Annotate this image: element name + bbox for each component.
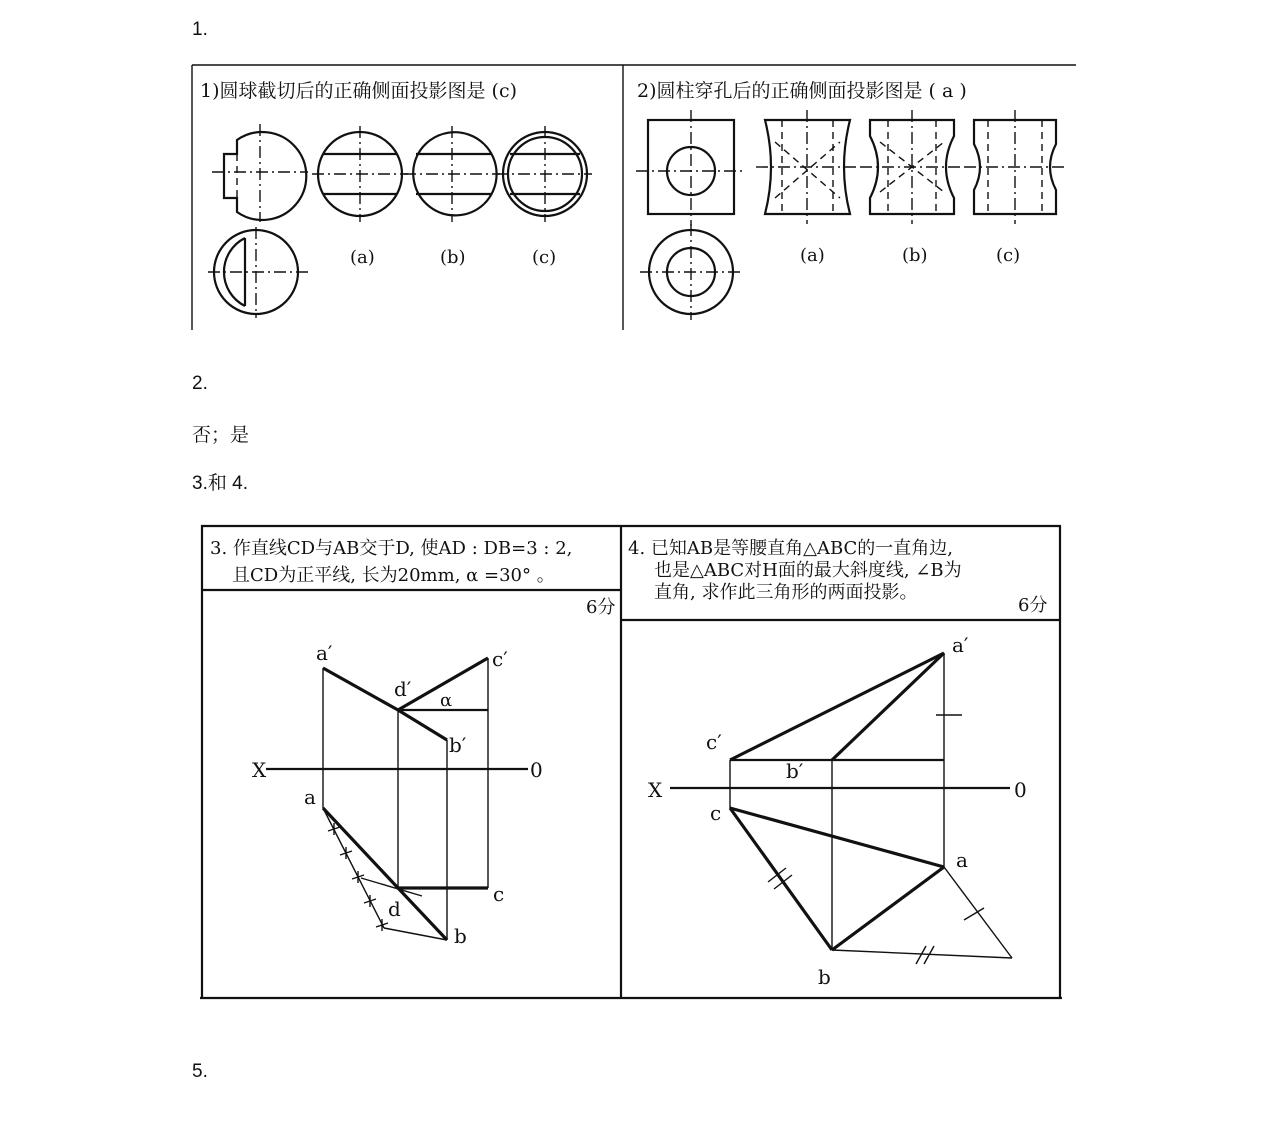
- figure-sphere-cylinder-projections: [190, 62, 1078, 334]
- p4-label-c: c: [710, 801, 722, 825]
- left-caption: 1)圆球截切后的正确侧面投影图是 (c): [200, 80, 518, 102]
- left-label-a: (a): [350, 247, 375, 268]
- p4-label-b: b: [818, 965, 831, 989]
- question-2-answer: 否；是: [192, 424, 250, 446]
- p3-label-b: b: [454, 924, 467, 948]
- sphere-cut-front-view: [212, 124, 308, 222]
- p4-label-c1: c′: [706, 730, 722, 754]
- sphere-cut-top-view: [208, 227, 308, 318]
- cylinder-option-b: [860, 110, 964, 224]
- p4-label-a: a: [956, 848, 968, 872]
- right-label-a: (a): [800, 245, 825, 266]
- cylinder-option-a: [756, 110, 860, 224]
- p4-label-a1: a′: [952, 633, 969, 657]
- problem-3-prompt-line2: 且CD为正平线, 长为20mm, α =30° 。: [232, 565, 555, 586]
- problem-4-score: 6分: [1018, 595, 1048, 616]
- p3-label-b1: b′: [449, 733, 467, 757]
- problem-3-score: 6分: [586, 597, 616, 618]
- p3-label-c1: c′: [492, 647, 508, 671]
- p3-label-a: a: [304, 785, 316, 809]
- problem-4-drawing: [648, 633, 1027, 989]
- sphere-option-b: [404, 126, 500, 222]
- p3-label-x: X: [252, 758, 267, 782]
- right-caption: 2)圆柱穿孔后的正确侧面投影图是 ( a ): [637, 80, 967, 102]
- sphere-option-a: [312, 126, 408, 222]
- p3-label-d: d: [388, 897, 401, 921]
- right-label-b: (b): [902, 245, 928, 266]
- problem-4-prompt-line1: 4. 已知AB是等腰直角△ABC的一直角边,: [628, 538, 954, 559]
- p4-label-o: 0: [1014, 778, 1027, 802]
- problem-3-prompt-line1: 3. 作直线CD与AB交于D, 使AD : DB=3 : 2,: [210, 538, 573, 559]
- cylinder-option-c: [964, 110, 1066, 224]
- p3-label-o: 0: [530, 758, 543, 782]
- cylinder-front-view: [636, 110, 746, 226]
- cylinder-top-view: [640, 224, 742, 320]
- question-1-number: 1.: [192, 19, 208, 40]
- p4-label-x: X: [648, 778, 663, 802]
- p4-label-b1: b′: [786, 759, 804, 783]
- left-label-b: (b): [440, 247, 466, 268]
- problem-4-prompt-line2: 也是△ABC对H面的最大斜度线, ∠B为: [654, 560, 962, 581]
- right-label-c: (c): [996, 245, 1021, 266]
- question-2-number: 2.: [192, 373, 208, 394]
- question-5-number: 5.: [192, 1061, 208, 1082]
- left-label-c: (c): [532, 247, 557, 268]
- problem-3-drawing: [252, 641, 543, 948]
- question-34-number: 3.和 4.: [192, 473, 248, 494]
- figure-projection-problems: [196, 520, 1066, 1004]
- problem-4-prompt-line3: 直角, 求作此三角形的两面投影。: [654, 582, 918, 603]
- sphere-option-c: [496, 126, 592, 222]
- p3-label-d1: d′: [394, 677, 412, 701]
- p3-label-alpha: α: [440, 690, 453, 711]
- p3-label-a1: a′: [316, 641, 333, 665]
- p3-label-c: c: [493, 882, 505, 906]
